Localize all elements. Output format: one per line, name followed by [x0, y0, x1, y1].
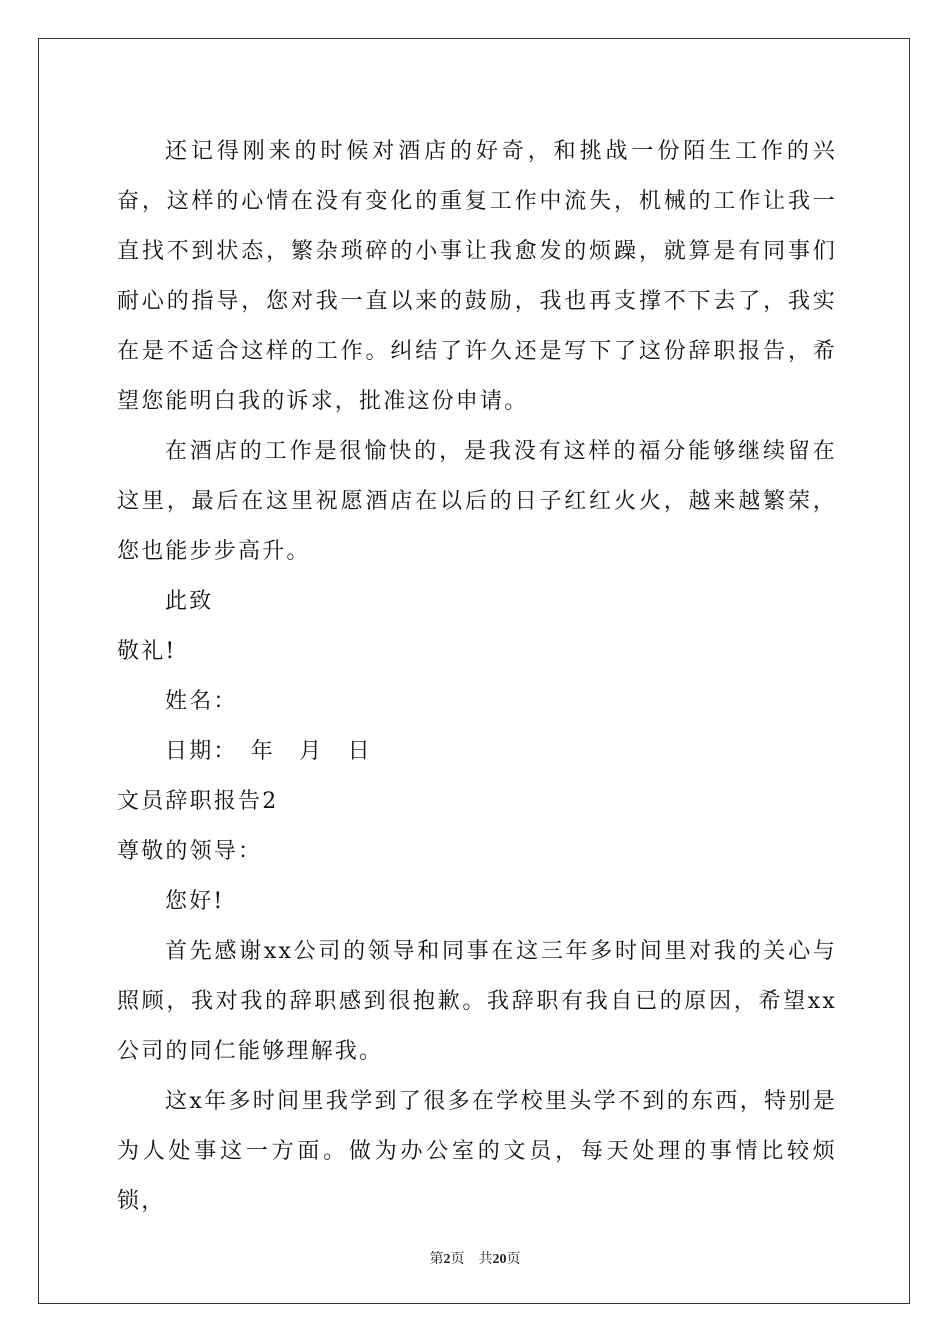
page-prefix: 第: [429, 1251, 444, 1267]
page-footer: [0, 1248, 950, 1268]
signature-date: 日期： 年 月 日: [165, 739, 372, 764]
greeting: 尊敬的领导：: [117, 839, 263, 864]
signature-name: 姓名：: [165, 689, 238, 714]
paragraph-thanks: 首先感谢xx公司的领导和同事在这三年多时间里对我的关心与照顾，我对我的辞职感到很抱歉。我辞职有我自已的原因，希望xx公司的同仁能够理解我。: [117, 939, 837, 1064]
paragraph-wishes: 在酒店的工作是很愉快的，是我没有这样的福分能够继续留在这里，最后在这里祝愿酒店在以后的日子红红火火，越来越繁荣，您也能步步高升。: [117, 439, 837, 564]
closing-text: 此致: [165, 589, 214, 614]
section-title: 文员辞职报告2: [117, 789, 279, 814]
hello-text: 您好!: [165, 889, 225, 914]
page-suffix: 页: [450, 1251, 465, 1267]
total-prefix: 共: [478, 1251, 493, 1267]
salute-text: 敬礼!: [117, 639, 177, 664]
paragraph-experience: 这x年多时间里我学到了很多在学校里头学不到的东西，特别是为人处事这一方面。做为办公室的文员，每天处理的事情比较烦锁，: [117, 1089, 837, 1214]
document-body: [117, 127, 837, 1227]
paragraph-reminiscence: 还记得刚来的时候对酒店的好奇，和挑战一份陌生工作的兴奋，这样的心情在没有变化的重复工作中流失，机械的工作让我一直找不到状态，繁杂琐碎的小事让我愈发的烦躁，就算是有同事们耐心的指导，您对我一直以来的鼓励，我也再支撑不下去了，我实在是不适合这样的工作。纠结了许久还是写下了这份辞职报告，希望您能明白我的诉求，批准这份申请。: [117, 139, 837, 414]
page-number: 2: [443, 1252, 451, 1267]
total-pages: 20: [492, 1252, 507, 1267]
total-suffix: 页: [506, 1251, 521, 1267]
